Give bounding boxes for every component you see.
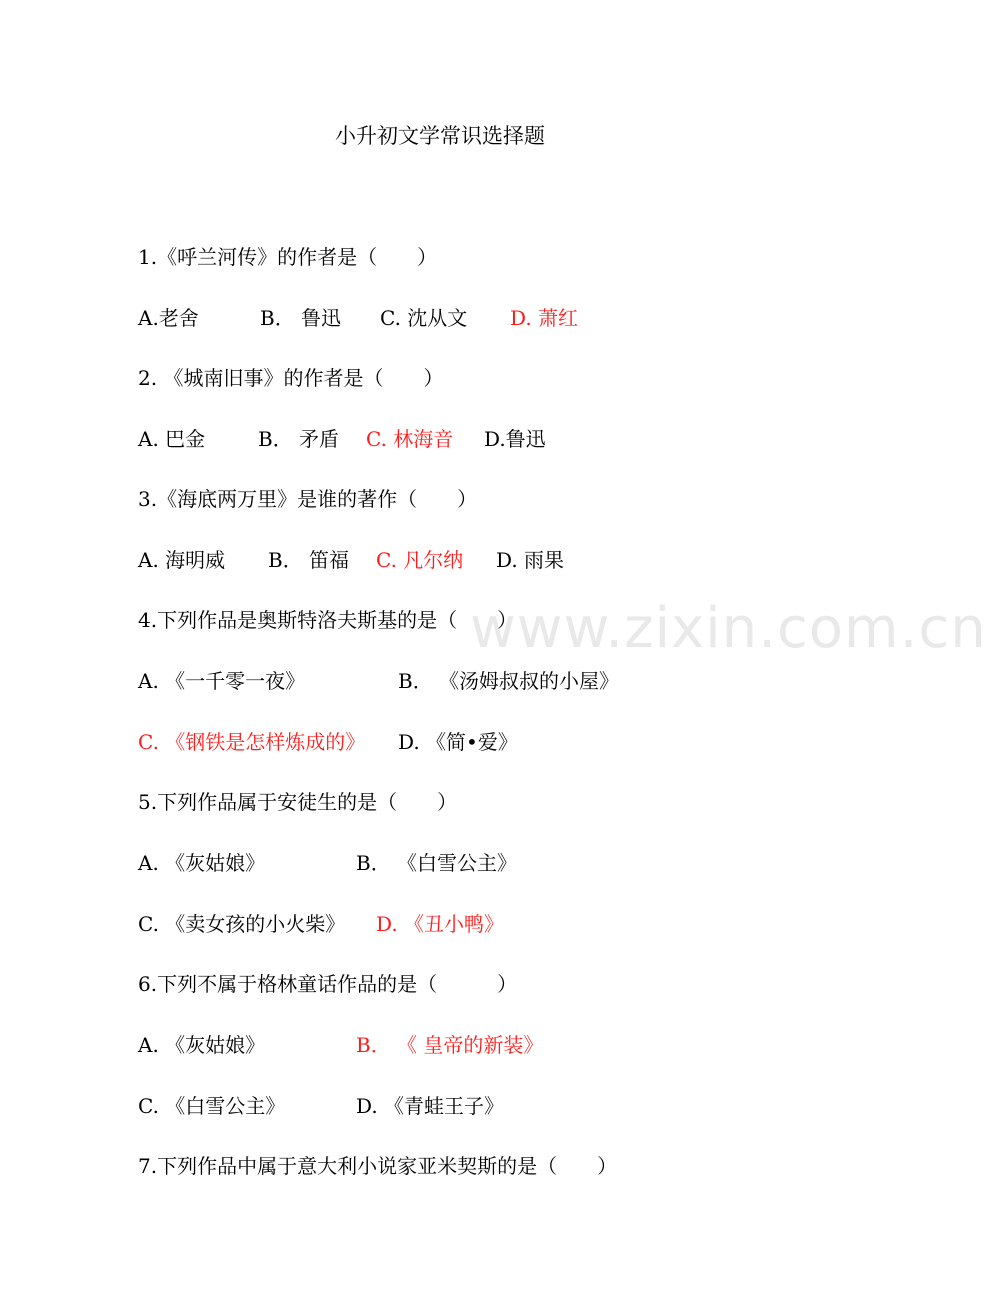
q3-option-c: C. 凡尔纳 <box>376 548 464 572</box>
q3-option-a: A. 海明威 <box>138 548 226 572</box>
q4-option-b: B． 《汤姆叔叔的小屋》 <box>398 669 620 693</box>
question-3-options <box>138 545 838 575</box>
question-3-stem: 3.《海底两万里》是谁的著作（ ） <box>138 487 478 511</box>
q2-option-d: D.鲁迅 <box>484 427 546 451</box>
q2-option-c: C. 林海音 <box>366 427 454 451</box>
question-4-options-row-2 <box>138 727 838 757</box>
question-6-options-row-1 <box>138 1030 838 1060</box>
q1-option-b: B． 鲁迅 <box>260 306 342 330</box>
q6-option-c: C. 《白雪公主》 <box>138 1094 286 1118</box>
q5-option-b: B． 《白雪公主》 <box>356 851 518 875</box>
watermark: www.zixin.com.cn <box>470 596 987 661</box>
q2-option-b: B． 矛盾 <box>258 427 340 451</box>
q6-option-b: B． 《 皇帝的新装》 <box>356 1033 544 1057</box>
question-5-stem: 5.下列作品属于安徒生的是（ ） <box>138 790 458 814</box>
question-4-options-row-1 <box>138 666 838 696</box>
q3-option-b: B． 笛福 <box>268 548 350 572</box>
question-1-options <box>138 303 838 333</box>
question-2-stem: 2. 《城南旧事》的作者是（ ） <box>138 366 444 390</box>
question-6-options-row-2 <box>138 1091 838 1121</box>
q1-option-d: D. 萧红 <box>510 306 579 330</box>
q5-option-a: A. 《灰姑娘》 <box>138 851 266 875</box>
question-5-options-row-2 <box>138 909 838 939</box>
q6-option-d: D. 《青蛙王子》 <box>356 1094 505 1118</box>
q1-option-c: C. 沈从文 <box>380 306 468 330</box>
page-title: 小升初文学常识选择题 <box>335 124 545 148</box>
question-4-stem: 4.下列作品是奥斯特洛夫斯基的是（ ） <box>138 608 518 632</box>
question-2-options <box>138 424 838 454</box>
q2-option-a: A. 巴金 <box>138 427 206 451</box>
q4-option-d: D. 《简•爱》 <box>398 730 518 754</box>
q5-option-d: D. 《丑小鸭》 <box>376 912 505 936</box>
q4-option-a: A. 《一千零一夜》 <box>138 669 306 693</box>
question-7-stem: 7.下列作品中属于意大利小说家亚米契斯的是（ ） <box>138 1154 618 1178</box>
q5-option-c: C. 《卖女孩的小火柴》 <box>138 912 346 936</box>
question-6-stem: 6.下列不属于格林童话作品的是（ ） <box>138 972 518 996</box>
q3-option-d: D. 雨果 <box>496 548 565 572</box>
q4-option-c: C. 《钢铁是怎样炼成的》 <box>138 730 366 754</box>
q6-option-a: A. 《灰姑娘》 <box>138 1033 266 1057</box>
q1-option-a: A.老舍 <box>138 306 199 330</box>
question-1-stem: 1.《呼兰河传》的作者是（ ） <box>138 245 438 269</box>
question-5-options-row-1 <box>138 848 838 878</box>
